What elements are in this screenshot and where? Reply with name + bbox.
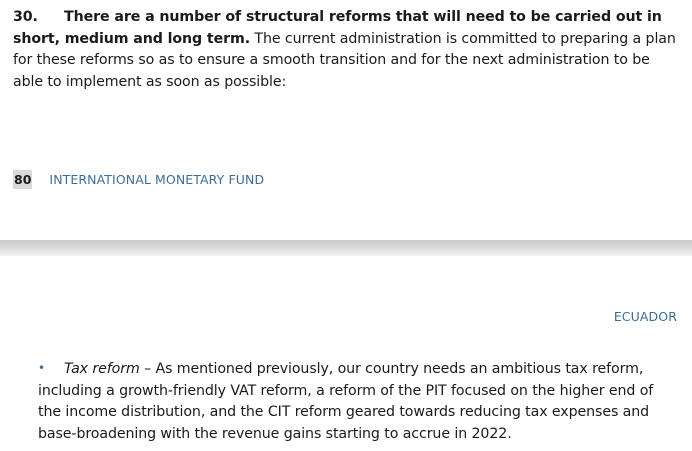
page-number: 80 — [14, 171, 32, 187]
running-header-country: ECUADOR — [613, 309, 677, 324]
list-item-term: Tax reform — [64, 361, 140, 377]
list-item-text: – As mentioned previously, our country needs an ambitious tax reform, including a growth-friendly VAT reform, a reform of the PIT focused on the higher end of the income distribution, and the CIT reform geared towards reducing tax expenses and base-broadening with the revenue gains starting to accrue in 2022. — [38, 361, 654, 442]
paragraph-body: The current administration is committed to preparing a plan for these reforms so as to ensure a smooth transition and for the next administration to be able to implement as soon as possible: — [13, 30, 676, 90]
paragraph-number: 30. — [13, 9, 38, 25]
page-footer — [13, 168, 264, 190]
paragraph-30 — [13, 7, 679, 93]
page-separator — [0, 240, 692, 256]
paragraph-lead: There are a number of structural reforms that will need to be carried out in short, medium and long term. — [13, 9, 662, 47]
list-item-tax-reform — [38, 358, 678, 445]
footer-organization: INTERNATIONAL MONETARY FUND — [49, 171, 265, 187]
bullet-icon: • — [38, 361, 45, 375]
